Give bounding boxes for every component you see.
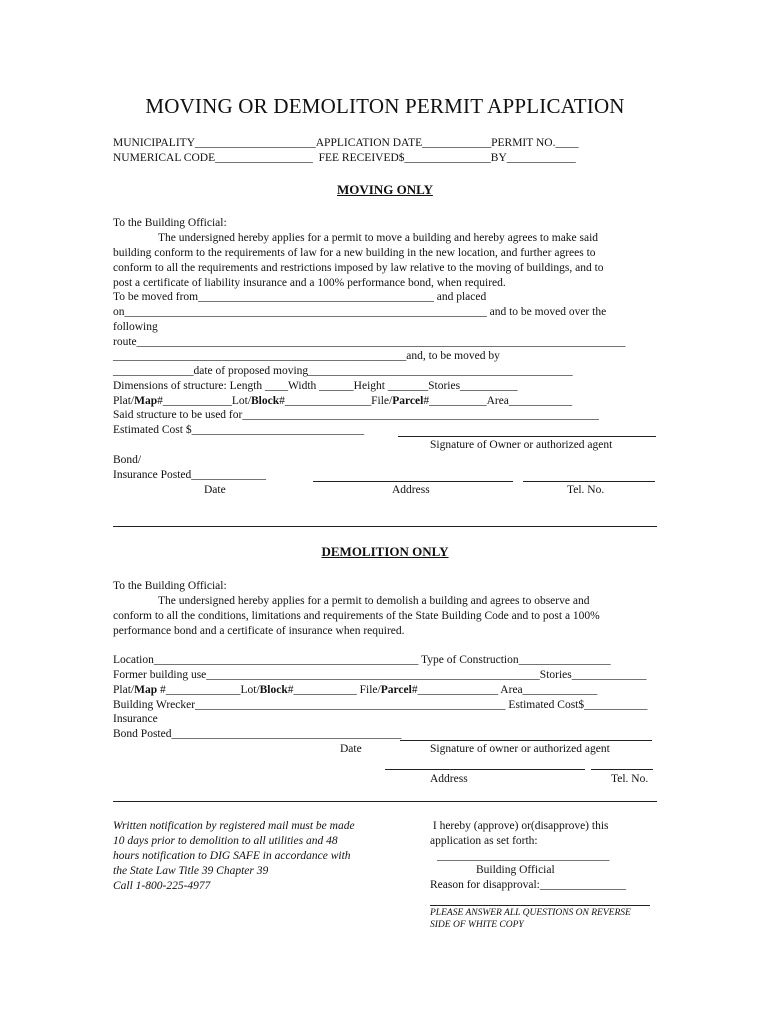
signature-line[interactable] bbox=[400, 740, 652, 741]
placed-on-field[interactable]: on_______________________________________________________________ and to be moved over the bbox=[113, 306, 607, 318]
signature-label: Signature of Owner or authorized agent bbox=[430, 439, 613, 451]
address-label: Address bbox=[430, 773, 468, 785]
notice-line: the State Law Title 39 Chapter 39 bbox=[113, 865, 269, 877]
estimated-cost-field[interactable]: Estimated Cost $______________________________ bbox=[113, 424, 365, 436]
moving-plat-field[interactable] bbox=[113, 394, 572, 408]
file-label: #___________ File/ bbox=[287, 684, 381, 696]
moving-para-line: The undersigned hereby applies for a permit to move a building and hereby agrees to make said bbox=[158, 232, 599, 244]
tel-label: Tel. No. bbox=[611, 773, 649, 785]
signature-label: Signature of owner or authorized agent bbox=[430, 743, 610, 755]
section-divider bbox=[113, 801, 657, 802]
area-label: #__________Area___________ bbox=[423, 395, 573, 407]
lot-label: #_____________Lot/ bbox=[157, 684, 260, 696]
demolition-salutation: To the Building Official: bbox=[113, 580, 227, 592]
moved-from-field[interactable]: To be moved from_________________________________________ and placed bbox=[113, 291, 487, 303]
section-divider bbox=[113, 526, 657, 527]
answer-note: PLEASE ANSWER ALL QUESTIONS ON REVERSE bbox=[430, 908, 631, 918]
map-label: Map bbox=[134, 395, 158, 407]
moving-heading: MOVING ONLY bbox=[337, 182, 433, 197]
date-label: Date bbox=[340, 743, 362, 755]
block-label: Block bbox=[251, 395, 280, 407]
reason-field[interactable]: Reason for disapproval:_______________ bbox=[430, 879, 627, 891]
moving-salutation: To the Building Official: bbox=[113, 217, 227, 229]
reason-line[interactable] bbox=[430, 905, 650, 906]
demolition-para-line: performance bond and a certificate of insurance when required. bbox=[113, 625, 405, 637]
parcel-label: Parcel bbox=[380, 684, 412, 696]
used-for-field[interactable]: Said structure to be used for______________________________________________________________ bbox=[113, 409, 599, 421]
demolition-para-line: conform to all the conditions, limitations and requirements of the State Building Code and to post a 100% bbox=[113, 610, 600, 622]
header-municipality-line[interactable]: MUNICIPALITY_____________________APPLICATION DATE____________PERMIT NO.____ bbox=[113, 137, 579, 149]
plat-label: Plat/ bbox=[113, 395, 135, 407]
tel-line[interactable] bbox=[523, 481, 655, 482]
notice-line: 10 days prior to demolition to all utilities and 48 bbox=[113, 835, 338, 847]
demolition-heading: DEMOLITION ONLY bbox=[321, 544, 449, 559]
block-label: Block bbox=[259, 684, 288, 696]
plat-label: Plat/ bbox=[113, 684, 135, 696]
insurance-label: Insurance bbox=[113, 713, 158, 725]
route-field[interactable]: route_____________________________________________________________________________________ bbox=[113, 336, 626, 348]
address-line[interactable] bbox=[385, 769, 585, 770]
demolition-plat-field[interactable] bbox=[113, 683, 597, 697]
former-use-field[interactable]: Former building use__________________________________________________________Stories_____________ bbox=[113, 669, 647, 681]
location-field[interactable]: Location______________________________________________ Type of Construction________________ bbox=[113, 654, 611, 666]
wrecker-field[interactable]: Building Wrecker______________________________________________________ Estimated Cost$___________ bbox=[113, 699, 648, 711]
file-label: #_______________File/ bbox=[279, 395, 393, 407]
notice-line: Call 1-800-225-4977 bbox=[113, 880, 211, 892]
moving-para-line: post a certificate of liability insurance and a 100% performance bond, when required. bbox=[113, 277, 506, 289]
lot-label: #____________Lot/ bbox=[157, 395, 252, 407]
date-moving-field[interactable]: ______________date of proposed moving______________________________________________ bbox=[113, 365, 573, 377]
moving-para-line: conform to all the requirements and restrictions imposed by law relative to the moving of buildings, and to bbox=[113, 262, 604, 274]
address-label: Address bbox=[392, 484, 430, 496]
date-label: Date bbox=[204, 484, 226, 496]
notice-line: Written notification by registered mail must be made bbox=[113, 820, 355, 832]
moving-para-line: building conform to the requirements of law for a new building in the new location, and further agrees to bbox=[113, 247, 596, 259]
dimensions-field[interactable]: Dimensions of structure: Length ____Width ______Height _______Stories__________ bbox=[113, 380, 518, 392]
insurance-posted-field[interactable]: Insurance Posted_____________ bbox=[113, 469, 266, 481]
official-signature-line[interactable]: ______________________________ bbox=[437, 850, 610, 862]
map-label: Map bbox=[134, 684, 158, 696]
bond-label: Bond/ bbox=[113, 454, 142, 466]
address-line[interactable] bbox=[313, 481, 513, 482]
signature-line[interactable] bbox=[398, 436, 656, 437]
approval-line: application as set forth: bbox=[430, 835, 538, 847]
answer-note: SIDE OF WHITE COPY bbox=[430, 920, 524, 930]
tel-label: Tel. No. bbox=[567, 484, 605, 496]
following-label: following bbox=[113, 321, 158, 333]
form-title: MOVING OR DEMOLITON PERMIT APPLICATION bbox=[145, 94, 625, 118]
header-code-line[interactable]: NUMERICAL CODE_________________ FEE RECEIVED$_______________BY____________ bbox=[113, 152, 576, 164]
bond-posted-field[interactable]: Bond Posted________________________________________ bbox=[113, 728, 402, 740]
parcel-label: Parcel bbox=[392, 395, 424, 407]
notice-line: hours notification to DIG SAFE in accordance with bbox=[113, 850, 351, 862]
moved-by-field[interactable]: ___________________________________________________and, to be moved by bbox=[113, 350, 500, 362]
official-label: Building Official bbox=[476, 864, 555, 876]
approval-line: I hereby (approve) or(disapprove) this bbox=[430, 820, 609, 832]
demolition-para-line: The undersigned hereby applies for a permit to demolish a building and agrees to observe and bbox=[158, 595, 590, 607]
area-label: #______________ Area_____________ bbox=[411, 684, 598, 696]
tel-line[interactable] bbox=[591, 769, 653, 770]
